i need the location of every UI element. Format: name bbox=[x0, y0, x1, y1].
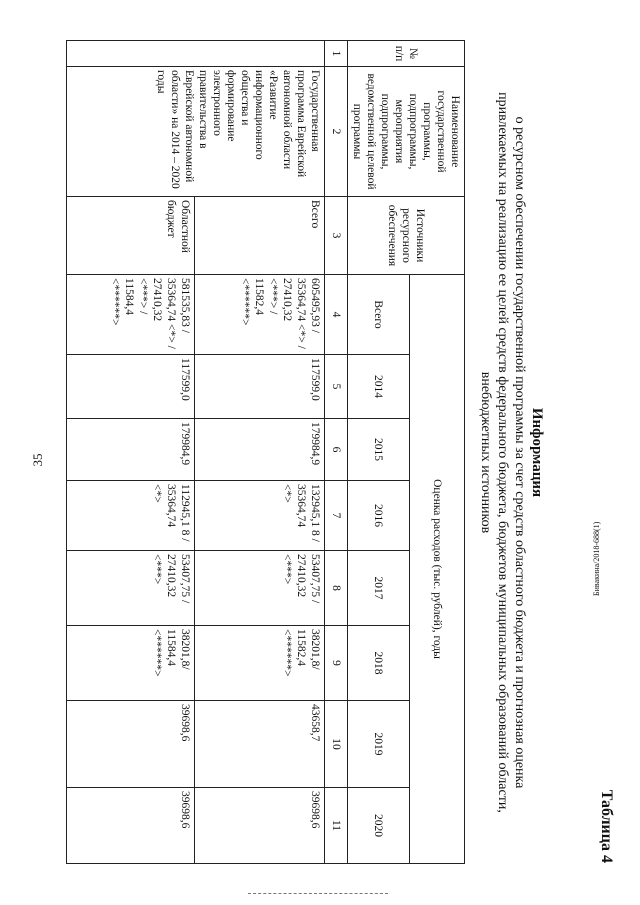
header-sources: Источники ресурсного обеспечения bbox=[348, 197, 465, 275]
title-line-1: о ресурсном обеспечении государственной программы за счет средств областного бюджета и прогнозная оценка bbox=[512, 116, 527, 789]
value-2016: 112945,1 8 / 35364,74 <*> bbox=[67, 481, 195, 551]
value-2014: 117599,0 bbox=[195, 355, 325, 419]
header-2015: 2015 bbox=[348, 419, 410, 481]
header-2020: 2020 bbox=[348, 788, 410, 864]
title-line-3: внебюджетных источников bbox=[478, 371, 493, 534]
page-number: 35 bbox=[30, 453, 45, 467]
value-2020: 39698,6 bbox=[67, 788, 195, 864]
source-cell: Областной бюджет bbox=[67, 197, 195, 275]
column-number: 9 bbox=[325, 626, 348, 701]
table-label: Таблица 4 bbox=[598, 789, 615, 863]
column-number-row bbox=[325, 41, 348, 864]
header-2019: 2019 bbox=[348, 701, 410, 788]
header-number: № п/п bbox=[348, 41, 465, 67]
footer-document-code: Бивакина/2018-688(1) bbox=[592, 521, 601, 596]
column-number: 5 bbox=[325, 355, 348, 419]
column-number: 7 bbox=[325, 481, 348, 551]
value-2015: 179984,9 bbox=[67, 419, 195, 481]
header-2017: 2017 bbox=[348, 551, 410, 626]
resource-table bbox=[66, 40, 465, 864]
rotated-page-content bbox=[70, 40, 615, 865]
scan-artifact-line bbox=[248, 893, 388, 894]
value-2018: 38201,8/ 11584,4 <******> bbox=[67, 626, 195, 701]
column-number: 11 bbox=[325, 788, 348, 864]
value-2020: 39698,6 bbox=[195, 788, 325, 864]
total-cell: 605495,93 / 35364,74 <*> / 27410,32 <***> / 11582,4 <******> bbox=[195, 275, 325, 355]
column-number: 8 bbox=[325, 551, 348, 626]
title-line-2: привлекаемых на реализацию ее целей средств федерального бюджета, бюджетов муниципальных образований области, bbox=[495, 92, 510, 813]
value-2016: 132945,1 8 / 35364,74 <*> bbox=[195, 481, 325, 551]
value-2015: 179984,9 bbox=[195, 419, 325, 481]
value-2019: 43658,7 bbox=[195, 701, 325, 788]
header-row-1 bbox=[410, 41, 465, 864]
title-heading: Информация bbox=[529, 407, 545, 498]
document-title bbox=[477, 40, 545, 865]
header-program-name: Наименование государственной программы, подпрограммы, мероприятия подпрограммы, ведомственной целевой программы bbox=[348, 67, 465, 197]
header-expense-estimate: Оценка расходов (тыс. рублей), годы bbox=[410, 275, 465, 864]
column-number: 3 bbox=[325, 197, 348, 275]
header-total: Всего bbox=[348, 275, 410, 355]
column-number: 2 bbox=[325, 67, 348, 197]
value-2018: 38201,8/ 11582,4 <******> bbox=[195, 626, 325, 701]
value-2017: 53407,75 / 27410,32 <***> bbox=[67, 551, 195, 626]
value-2014: 117599,0 bbox=[67, 355, 195, 419]
total-cell: 581535,83 / 35364,74 <*> / 27410,32 <***> / 11584,4 <******> bbox=[67, 275, 195, 355]
source-cell: Всего bbox=[195, 197, 325, 275]
column-number: 4 bbox=[325, 275, 348, 355]
value-2019: 39698,6 bbox=[67, 701, 195, 788]
column-number: 6 bbox=[325, 419, 348, 481]
row-number-empty bbox=[67, 41, 325, 67]
column-number: 1 bbox=[325, 41, 348, 67]
value-2017: 53407,75 / 27410,32 <***> bbox=[195, 551, 325, 626]
program-name: Государственная программа Еврейской автономной области «Развитие информационного общества и формирование электронного правительства в Еврейской автономной области» на 2014 – 2020 годы bbox=[155, 70, 321, 189]
header-2018: 2018 bbox=[348, 626, 410, 701]
header-2016: 2016 bbox=[348, 481, 410, 551]
column-number: 10 bbox=[325, 701, 348, 788]
header-2014: 2014 bbox=[348, 355, 410, 419]
table-row-total bbox=[195, 41, 325, 864]
program-name-cell bbox=[67, 67, 325, 197]
